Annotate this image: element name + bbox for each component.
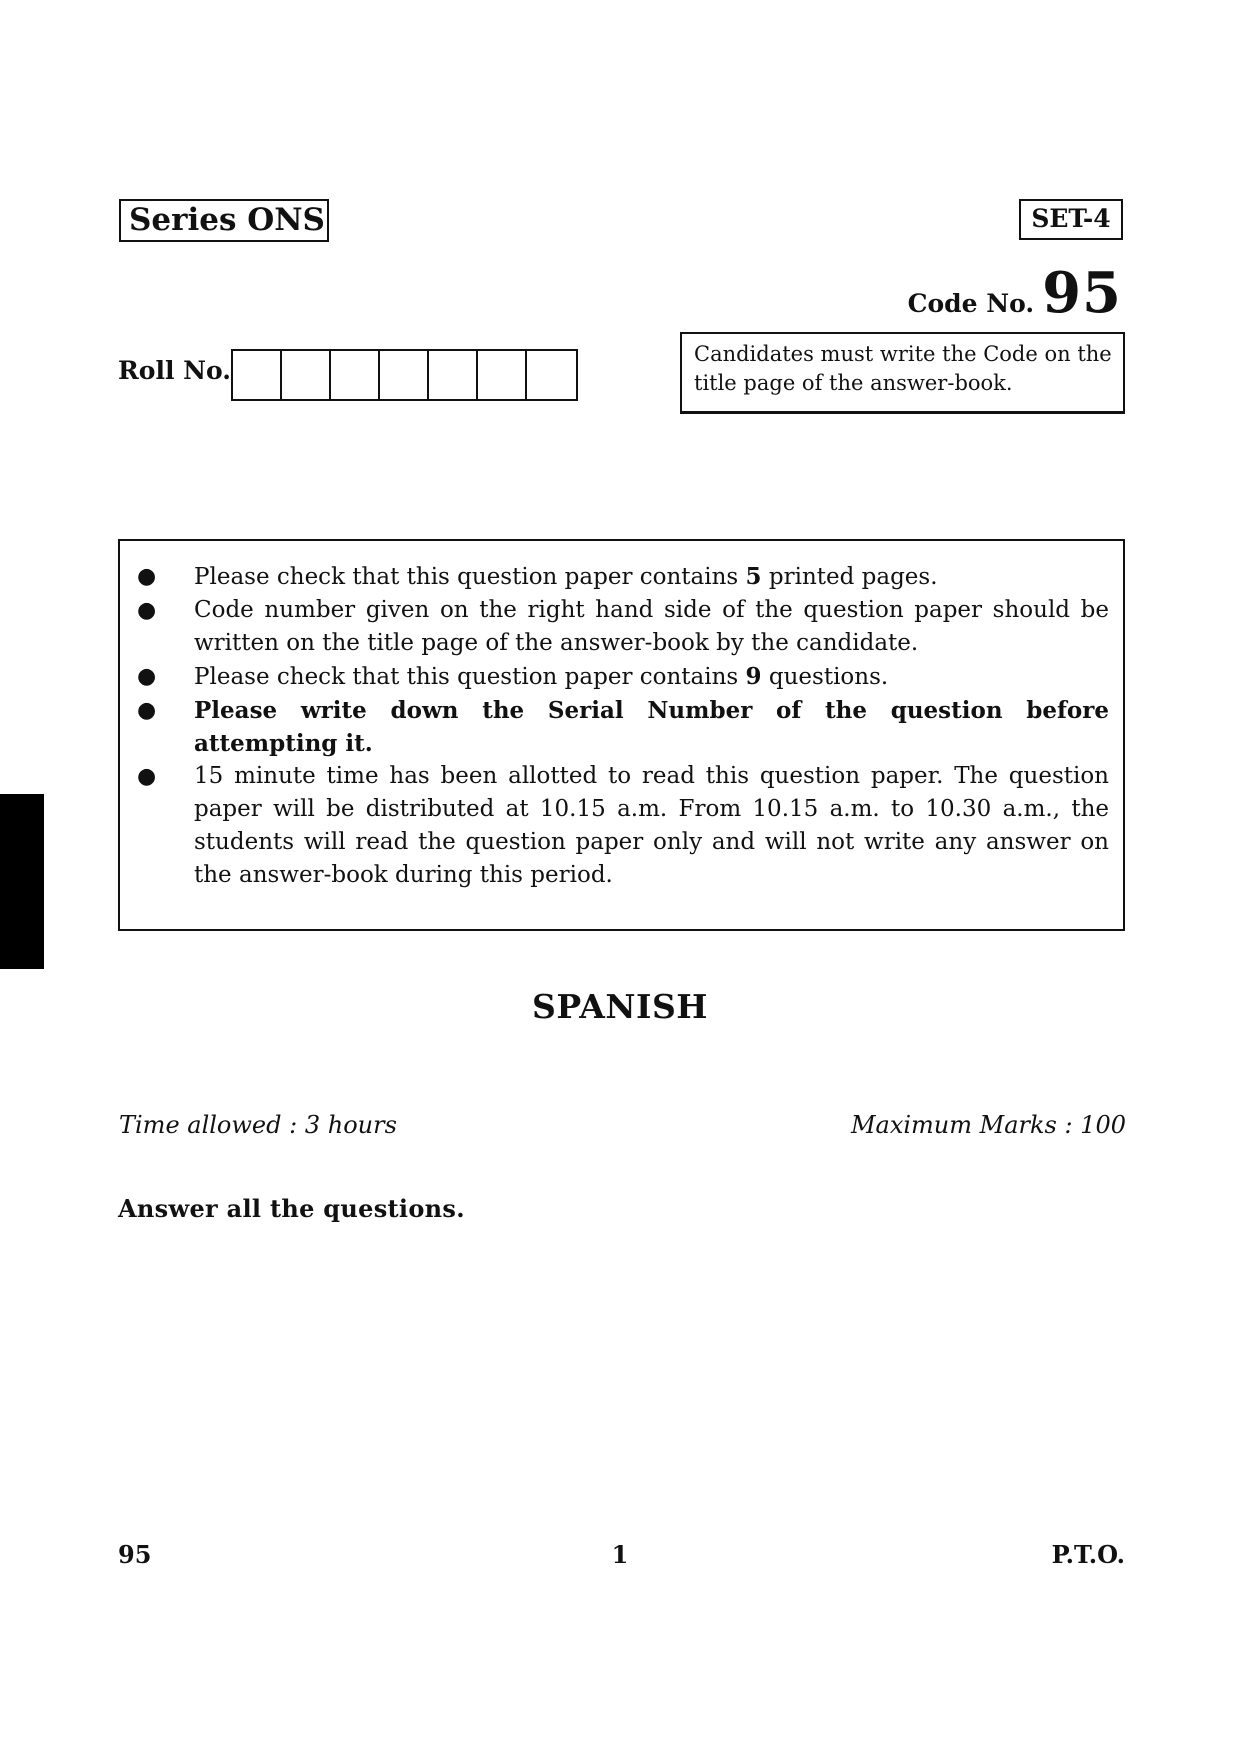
bullet-icon: ● [137,764,157,789]
instruction-item: ● 15 minute time has been allotted to read this question paper. The question paper will be distributed at 10.15 a.m. From 10.15 a.m. to 10.30 a.m., the students will read the question paper only and will not write any answer on the answer-book during this period. [120,760,1109,892]
code-value: 95 [1042,260,1122,326]
set-label: SET-4 [1019,199,1123,240]
instruction-item: ● Please write down the Serial Number of the question before attempting it. [120,694,1109,760]
roll-number-cell [331,351,380,399]
roll-number-cell [233,351,282,399]
roll-number-grid [231,349,578,401]
code-instruction-note: Candidates must write the Code on the title page of the answer-book. [680,332,1125,414]
page-number: 1 [611,1540,629,1569]
roll-number-cell [478,351,527,399]
maximum-marks: Maximum Marks : 100 [850,1111,1126,1139]
time-allowed: Time allowed : 3 hours [119,1111,397,1139]
footer-pto: P.T.O. [1051,1540,1125,1569]
instruction-item: ● Please check that this question paper contains 5 printed pages. [120,560,1109,594]
code-number-row [908,260,1122,326]
bullet-icon: ● [137,697,157,723]
instructions-box [118,539,1125,931]
roll-number-cell [380,351,429,399]
bullet-icon: ● [137,564,157,589]
roll-number-cell [527,351,576,399]
roll-number-cell [429,351,478,399]
roll-number-label: Roll No. [118,356,231,385]
footer-code: 95 [118,1540,152,1569]
bullet-icon: ● [137,598,157,623]
instruction-item: ● Please check that this question paper contains 9 questions. [120,660,1109,694]
general-instruction: Answer all the questions. [118,1194,465,1223]
subject-title: SPANISH [532,987,708,1026]
code-label: Code No. [907,289,1035,318]
black-margin-tab [0,794,44,969]
bullet-icon: ● [137,664,157,689]
instruction-item: ● Code number given on the right hand side of the question paper should be written on the title page of the answer-book by the candidate. [120,594,1109,660]
series-label: Series ONS [119,199,329,242]
roll-number-cell [282,351,331,399]
instructions-list [120,541,1123,892]
